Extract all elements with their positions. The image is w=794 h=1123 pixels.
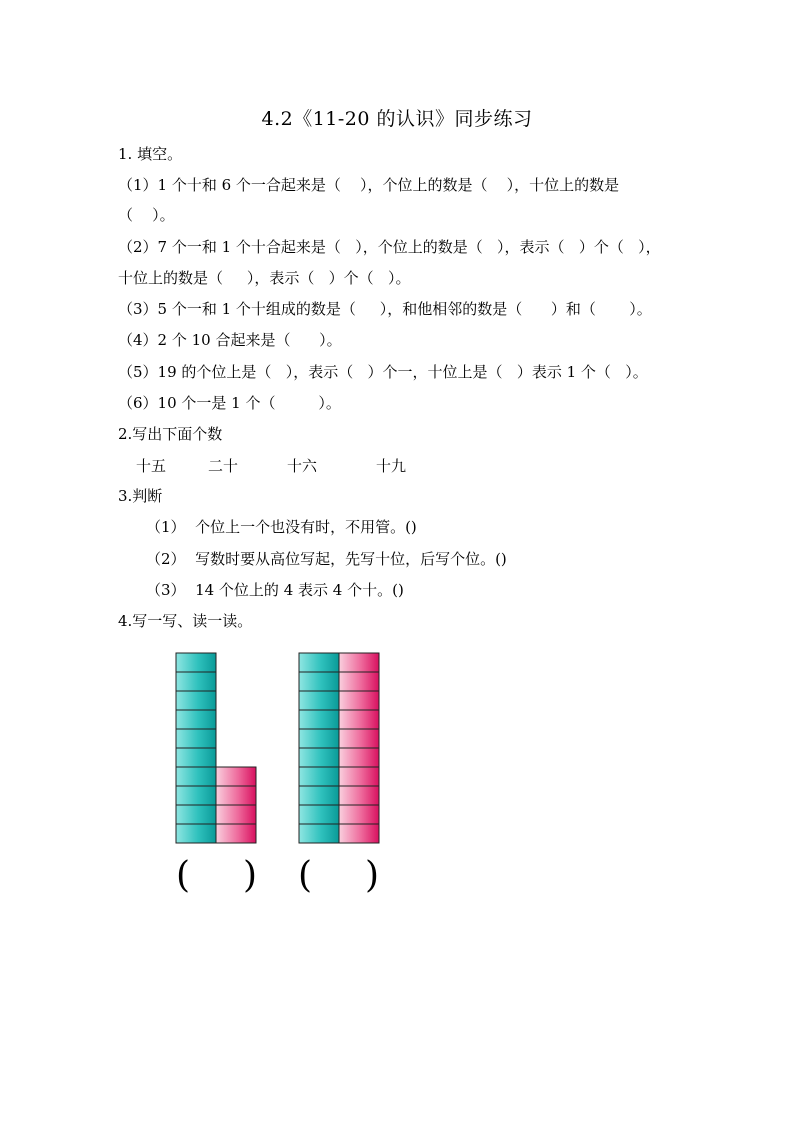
one-block-cell: [216, 824, 256, 843]
figure-2-blocks: [299, 653, 379, 843]
answer-1-right-paren: ): [243, 855, 258, 896]
ten-block-cell: [176, 729, 216, 748]
ten-block-cell: [299, 786, 339, 805]
q3-item-3: （3） 14 个位上的 4 表示 4 个十。(): [146, 581, 404, 599]
one-block-cell: [339, 653, 379, 672]
ten-block-cell: [299, 710, 339, 729]
ten-block-cell: [299, 672, 339, 691]
q4-heading: 4.写一写、读一读。: [118, 612, 253, 630]
q2-word-1: 十五: [136, 457, 167, 475]
ten-block-cell: [299, 805, 339, 824]
q1-item-3: （3）5 个一和 1 个十组成的数是（ ），和他相邻的数是（ ）和（ ）。: [118, 300, 652, 318]
one-block-cell: [339, 729, 379, 748]
answer-2-left-paren: (: [298, 855, 313, 896]
figure-1-blocks: [176, 653, 256, 843]
q1-item-4: （4）2 个 10 合起来是（ ）。: [118, 331, 342, 349]
q1-item-2a: （2）7 个一和 1 个十合起来是（ ），个位上的数是（ ），表示（ ）个（ ），: [118, 238, 661, 256]
q1-item-2b: 十位上的数是（ ），表示（ ）个（ ）。: [118, 269, 411, 287]
one-block-cell: [216, 805, 256, 824]
ten-block-cell: [299, 767, 339, 786]
one-block-cell: [339, 710, 379, 729]
one-block-cell: [339, 805, 379, 824]
one-block-cell: [339, 672, 379, 691]
ten-block-cell: [299, 824, 339, 843]
ten-block-cell: [299, 653, 339, 672]
one-block-cell: [339, 748, 379, 767]
q2-word-3: 十六: [287, 457, 318, 475]
ten-block-cell: [299, 748, 339, 767]
q2-word-2: 二十: [208, 457, 239, 475]
ten-block-cell: [299, 729, 339, 748]
ten-block-cell: [176, 710, 216, 729]
page-title: 4.2《11-20 的认识》同步练习: [261, 108, 533, 130]
q1-heading: 1. 填空。: [118, 145, 183, 163]
q1-item-1a: （1）1 个十和 6 个一合起来是（ ），个位上的数是（ ），十位上的数是: [118, 176, 620, 194]
ten-block-cell: [176, 691, 216, 710]
q1-item-1b: （ ）。: [118, 206, 175, 224]
ten-block-cell: [299, 691, 339, 710]
answer-1-left-paren: (: [176, 855, 191, 896]
ten-block-cell: [176, 672, 216, 691]
ten-block-cell: [176, 653, 216, 672]
one-block-cell: [216, 786, 256, 805]
q3-item-2: （2） 写数时要从高位写起，先写十位，后写个位。(): [146, 550, 507, 568]
one-block-cell: [339, 691, 379, 710]
one-block-cell: [339, 767, 379, 786]
one-block-cell: [216, 767, 256, 786]
q1-item-6: （6）10 个一是 1 个（ ）。: [118, 394, 341, 412]
ten-block-cell: [176, 786, 216, 805]
answer-2-right-paren: ): [365, 855, 380, 896]
ten-block-cell: [176, 767, 216, 786]
q1-item-5: （5）19 的个位上是（ ），表示（ ）个一，十位上是（ ）表示 1 个（ ）。: [118, 363, 648, 381]
q3-heading: 3.判断: [118, 487, 163, 505]
one-block-cell: [339, 786, 379, 805]
q3-item-1: （1） 个位上一个也没有时，不用管。(): [146, 518, 417, 536]
ten-block-cell: [176, 824, 216, 843]
q2-word-4: 十九: [376, 457, 407, 475]
ten-block-cell: [176, 748, 216, 767]
ten-block-cell: [176, 805, 216, 824]
one-block-cell: [339, 824, 379, 843]
q2-heading: 2.写出下面个数: [118, 425, 223, 443]
